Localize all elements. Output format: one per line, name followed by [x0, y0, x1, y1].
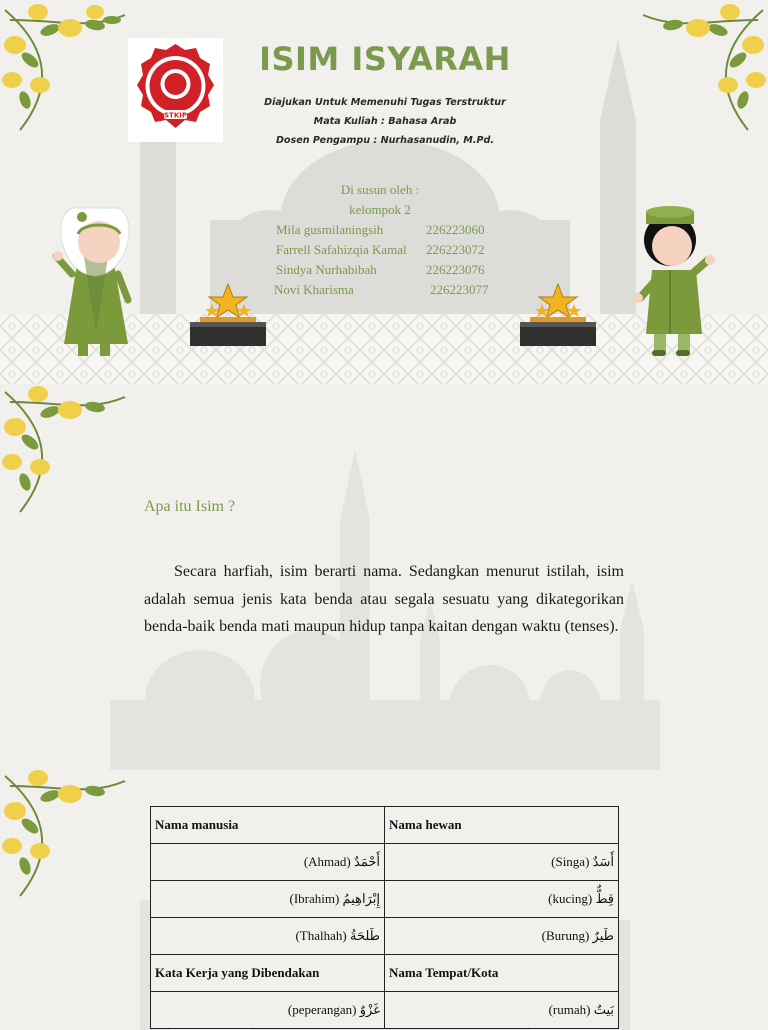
seal-icon [128, 38, 223, 142]
member-row [276, 240, 550, 260]
table-header-cell: Nama Tempat/Kota [385, 955, 619, 992]
trophy-star-icon [518, 282, 598, 348]
credits-group: kelompok 2 [349, 202, 411, 217]
member-row [274, 280, 550, 300]
girl-character-illustration [52, 204, 138, 358]
table-row [151, 992, 619, 1029]
table-row [151, 844, 619, 881]
table-cell: (kucing) قِطٌّ [385, 881, 619, 918]
college-logo [128, 38, 223, 142]
trophy-star-icon [188, 282, 268, 348]
page-title: ISIM ISYARAH [259, 40, 511, 78]
examples-table [150, 806, 619, 1029]
member-row [276, 220, 550, 240]
subtitle-line: Dosen Pengampu : Nurhasanudin, M.Pd. [275, 135, 495, 146]
member-id: 226223072 [426, 242, 485, 257]
member-name: Sindya Nurhabibah [276, 262, 377, 277]
table-cell: (Ahmad) أَحْمَدٌ [151, 844, 385, 881]
svg-text:STKIP: STKIP [164, 111, 187, 120]
table-header-cell: Kata Kerja yang Dibendakan [151, 955, 385, 992]
subtitle-line: Mata Kuliah : Bahasa Arab [313, 116, 457, 127]
table-cell: (Thalhah) طَلحَةُ [151, 918, 385, 955]
definition-paragraph: Secara harfiah, isim berarti nama. Sedangkan menurut istilah, isim adalah semua jenis kata benda atau segala sesuatu yang dikategorikan benda-baik benda mati maupun hidup tanpa kaitan dengan waktu (tenses). [144, 563, 624, 635]
floral-corner-top-left [0, 0, 130, 140]
member-id: 226223077 [430, 282, 489, 297]
member-id: 226223076 [426, 262, 485, 277]
table-cell: (Singa) أَسَدٌ [385, 844, 619, 881]
floral-corner-lower-left [0, 766, 130, 906]
table-cell: (Ibrahim) إِبْرَاهِيمُ [151, 881, 385, 918]
table-cell: (peperangan) غَزْوٌ [151, 992, 385, 1029]
table-cell: (rumah) بَيتٌ [385, 992, 619, 1029]
table-row [151, 881, 619, 918]
subtitle-line: Diajukan Untuk Memenuhi Tugas Terstruktur [264, 97, 506, 108]
member-row [276, 260, 550, 280]
member-id: 226223060 [426, 222, 485, 237]
table-header-cell: Nama hewan [385, 807, 619, 844]
table-header-row [151, 807, 619, 844]
credits-block [230, 180, 550, 300]
member-name: Novi Kharisma [274, 282, 354, 297]
member-name: Mila gusmilaningsih [276, 222, 384, 237]
credits-intro: Di susun oleh : [340, 182, 420, 197]
floral-corner-top-right [638, 0, 768, 140]
section-heading: Apa itu Isim ? [144, 498, 236, 515]
table-header-cell: Nama manusia [151, 807, 385, 844]
table-row [151, 918, 619, 955]
member-name: Farrell Safahizqia Kamal [276, 242, 407, 257]
floral-corner-middle-left [0, 382, 130, 522]
boy-character-illustration [630, 200, 716, 358]
table-cell: (Burung) طَيرٌ [385, 918, 619, 955]
table-header-row [151, 955, 619, 992]
